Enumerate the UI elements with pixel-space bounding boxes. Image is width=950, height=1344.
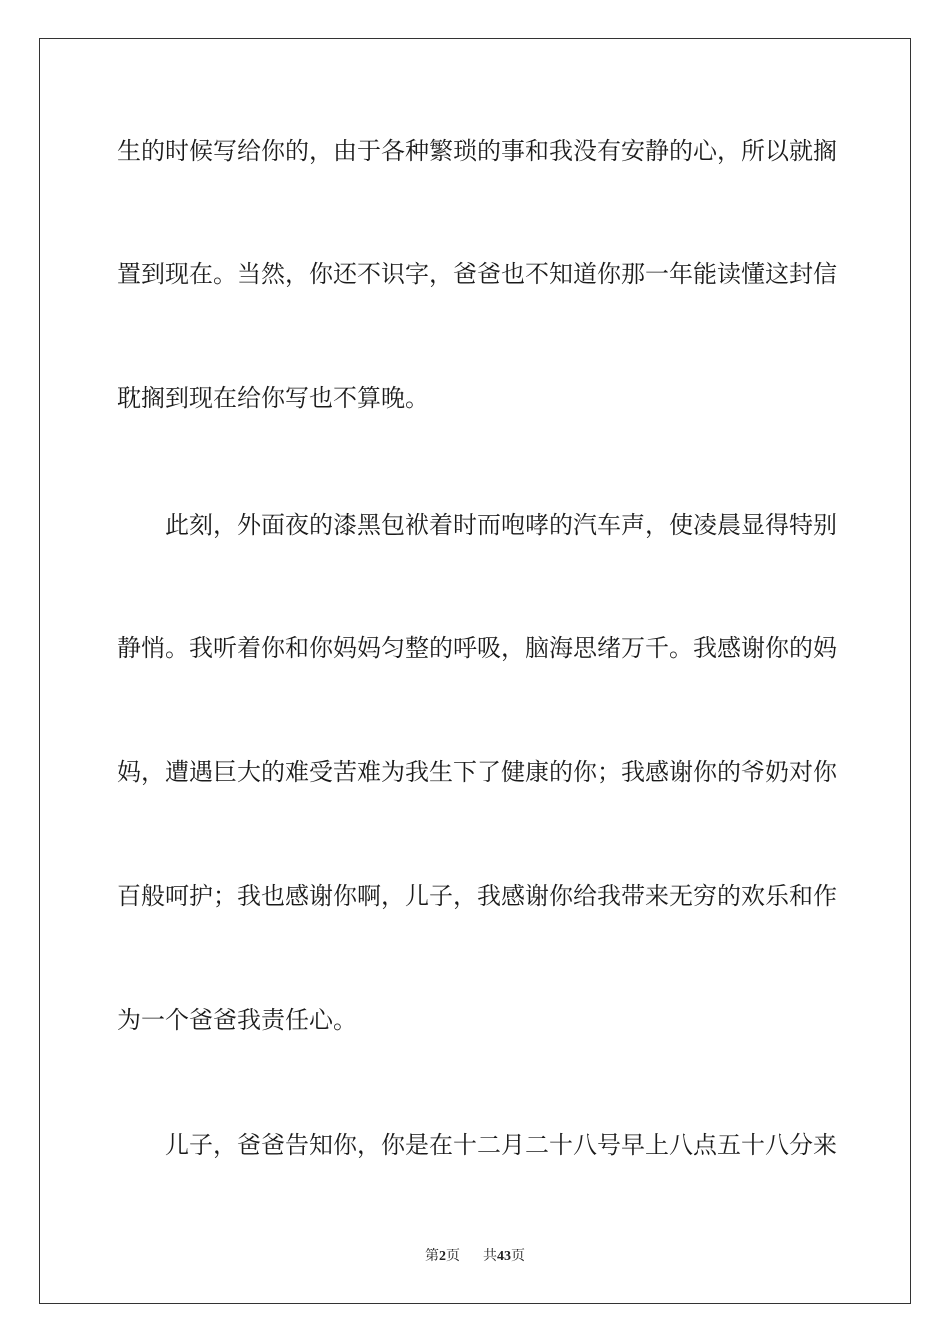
page-number-suffix: 页 [446,1248,461,1264]
paragraph-line-6: 妈，遭遇巨大的难受苦难为我生下了健康的你；我感谢你的爷奶对你 [117,758,837,786]
page-number-prefix: 第 [425,1248,440,1264]
paragraph-line-8: 为一个爸爸我责任心。 [117,1006,357,1034]
page-footer [0,1247,950,1266]
paragraph-line-7: 百般呵护；我也感谢你啊，儿子，我感谢你给我带来无穷的欢乐和作 [117,882,837,910]
paragraph-line-3: 耽搁到现在给你写也不算晚。 [117,384,429,412]
paragraph-line-2: 置到现在。当然，你还不识字，爸爸也不知道你那一年能读懂这封信 [117,260,837,288]
page-number: 2 [439,1249,447,1264]
paragraph-line-5: 静悄。我听着你和你妈妈匀整的呼吸，脑海思绪万千。我感谢你的妈 [117,634,837,662]
page-border [39,38,911,1304]
paragraph-line-1: 生的时候写给你的，由于各种繁琐的事和我没有安静的心，所以就搁 [117,137,837,165]
total-pages: 43 [496,1249,511,1264]
total-pages-suffix: 页 [510,1248,525,1264]
paragraph-line-9: 儿子，爸爸告知你，你是在十二月二十八号早上八点五十八分来 [165,1131,837,1159]
total-pages-prefix: 共 [482,1248,497,1264]
paragraph-line-4: 此刻，外面夜的漆黑包袱着时而咆哮的汽车声，使凌晨显得特别 [165,511,837,539]
